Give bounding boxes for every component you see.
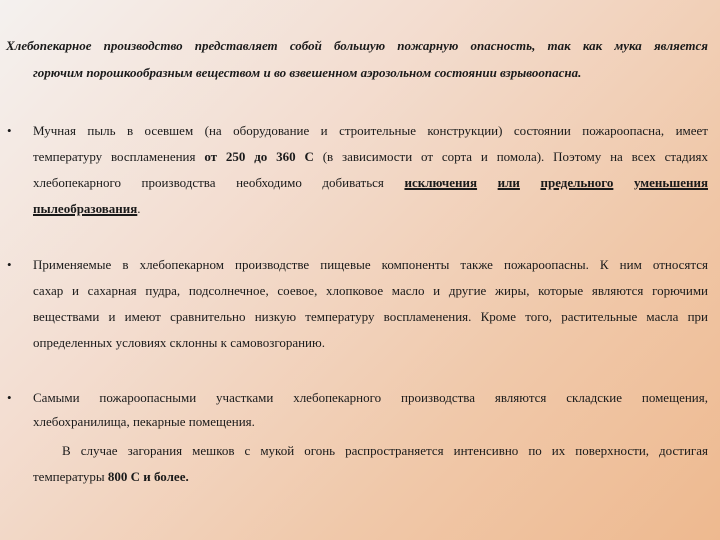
p1-word-dust: пылеобразования [33,201,138,216]
p1-line-2 [33,149,708,165]
p4-line-2-a: температуры [33,469,108,484]
bullet-2: • [7,257,12,272]
p1-line-4-end: . [137,201,141,216]
intro-line-1: Хлебопекарное производство представляет собой большую пожарную опасность, так как мука является [6,38,708,53]
p4-line-1: В случае загорания мешков с мукой огонь распространяется интенсивно по их поверхности, достигая [62,443,708,458]
p4-temp: 800 С и более. [107,469,189,484]
p1-word-reduction: уменьшения [633,175,709,190]
p2-line-1: Применяемые в хлебопекарном производстве пищевые компоненты также пожароопасны. К ним относятся [33,257,708,272]
p1-line-3 [33,175,708,191]
p4-line-2 [33,469,189,485]
intro-line-2: горючим порошкообразным веществом и во взвешенном аэрозольном состоянии взрывоопасна. [33,65,582,80]
p3-line-1: Самыми пожароопасными участками хлебопекарного производства являются складские помещения, [33,390,708,405]
p1-word-exclusion: исключения [404,175,478,190]
p2-line-3: веществами и имеют сравнительно низкую температуру воспламенения. Кроме того, растительные масла при [33,309,708,324]
p1-line-3-a: хлебопекарного производства необходимо добиваться [33,175,405,190]
bullet-3: • [7,390,12,405]
p2-line-4: определенных условиях склонны к самовозгоранию. [33,335,325,350]
bullet-1: • [7,123,12,138]
p1-line-2-a: температуру воспламенения [33,149,205,164]
p1-line-1: Мучная пыль в осевшем (на оборудование и строительные конструкции) состоянии пожароопасна, имеет [33,123,708,138]
p3-line-2: хлебохранилища, пекарные помещения. [33,414,255,429]
p1-line-4 [33,201,141,217]
p1-line-2-c: (в зависимости от сорта и помола). Поэтому на всех стадиях [313,149,709,164]
p1-temp-range: от 250 до 360 С [204,149,314,164]
p1-word-or: или [497,175,520,190]
p2-line-2: сахар и сахарная пудра, подсолнечное, соевое, хлопковое масло и другие жиры, которые являются горючими [33,283,708,298]
p1-word-max: предельного [540,175,614,190]
